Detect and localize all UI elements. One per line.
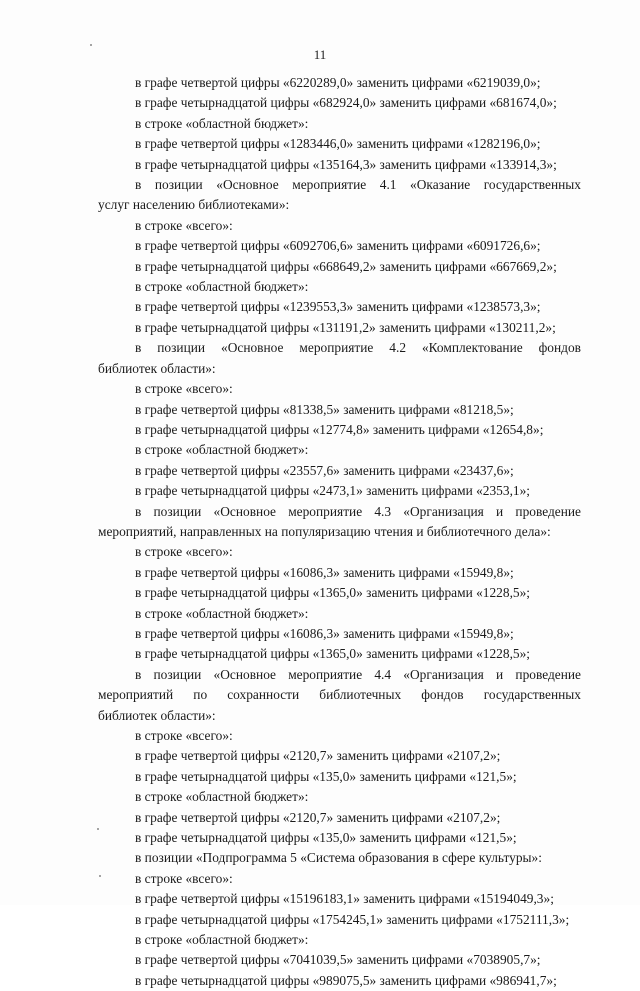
text-line: в графе четвертой цифры «81338,5» заменить цифрами «81218,5»; (135, 401, 514, 417)
page-number: 11 (313, 47, 327, 62)
text-line: в графе четырнадцатой цифры «682924,0» заменить цифрами «681674,0»; (135, 95, 557, 111)
text-line: в графе четырнадцатой цифры «135,0» заменить цифрами «121,5»; (135, 768, 517, 784)
text-line: в графе четвертой цифры «6220289,0» заменить цифрами «6219039,0»; (135, 75, 541, 90)
text-line: в графе четвертой цифры «1239553,3» заменить цифрами «1238573,3»; (135, 299, 541, 315)
text-line: в графе четвертой цифры «16086,3» заменить цифрами «15949,8»; (135, 564, 514, 580)
text-line: в графе четвертой цифры «15196183,1» заменить цифрами «15194049,3»; (135, 891, 554, 907)
text-line: в графе четырнадцатой цифры «668649,2» заменить цифрами «667669,2»; (135, 258, 557, 274)
text-line: в позиции «Основное мероприятие 4.4 «Организация и проведение (135, 666, 581, 682)
text-line: в графе четвертой цифры «6092706,6» заменить цифрами «6091726,6»; (135, 238, 541, 254)
text-line: в позиции «Основное мероприятие 4.3 «Организация и проведение (135, 503, 581, 519)
text-line: в строке «всего»: (135, 870, 233, 886)
scan-speck (97, 828, 99, 830)
text-line: мероприятий, направленных на популяризацию чтения и библиотечного дела»: (98, 523, 551, 539)
text-line: в графе четвертой цифры «23557,6» заменить цифрами «23437,6»; (135, 462, 514, 478)
scan-speck (99, 875, 101, 877)
text-line: в графе четвертой цифры «1283446,0» заменить цифрами «1282196,0»; (135, 136, 541, 152)
text-line: в графе четырнадцатой цифры «131191,2» заменить цифрами «130211,2»; (135, 319, 556, 335)
scan-speck (90, 44, 92, 46)
text-line: в строке «всего»: (135, 381, 233, 397)
text-line: в графе четырнадцатой цифры «1365,0» заменить цифрами «1228,5»; (135, 646, 531, 662)
text-line: в графе четырнадцатой цифры «1754245,1» заменить цифрами «1752111,3»; (135, 911, 570, 927)
document-body (98, 73, 581, 991)
text-line: в графе четвертой цифры «7041039,5» заменить цифрами «7038905,7»; (135, 952, 541, 968)
text-line: услуг населению библиотеками»: (98, 197, 290, 213)
text-line: в позиции «Основное мероприятие 4.1 «Оказание государственных (135, 177, 581, 193)
text-line: мероприятий по сохранности библиотечных фондов государственных (98, 687, 581, 703)
text-line: библиотек области»: (98, 707, 216, 723)
text-line: в графе четырнадцатой цифры «2473,1» заменить цифрами «2353,1»; (135, 483, 531, 499)
text-line: в строке «областной бюджет»: (135, 115, 309, 131)
text-line: в строке «областной бюджет»: (135, 605, 309, 621)
text-line: в строке «областной бюджет»: (135, 279, 309, 295)
text-line: в графе четырнадцатой цифры «135164,3» заменить цифрами «133914,3»; (135, 156, 557, 172)
text-line: в строке «всего»: (135, 728, 233, 743)
text-line: в строке «областной бюджет»: (135, 442, 309, 458)
text-line: в графе четырнадцатой цифры «12774,8» заменить цифрами «12654,8»; (135, 421, 544, 437)
text-line: в графе четвертой цифры «2120,7» заменить цифрами «2107,2»; (135, 748, 501, 764)
text-line: в графе четырнадцатой цифры «135,0» заменить цифрами «121,5»; (135, 830, 517, 846)
text-line: в строке «всего»: (135, 544, 233, 560)
text-line: библиотек области»: (98, 360, 216, 376)
text-line: в графе четырнадцатой цифры «1365,0» заменить цифрами «1228,5»; (135, 585, 531, 601)
text-line: в позиции «Основное мероприятие 4.2 «Комплектование фондов (135, 340, 581, 356)
text-line: в графе четырнадцатой цифры «989075,5» заменить цифрами «986941,7»; (135, 972, 557, 988)
text-line: в строке «областной бюджет»: (135, 932, 309, 948)
text-line: в графе четвертой цифры «16086,3» заменить цифрами «15949,8»; (135, 625, 514, 641)
text-line: в строке «всего»: (135, 217, 233, 233)
text-line: в позиции «Подпрограмма 5 «Система образования в сфере культуры»: (135, 850, 542, 866)
text-line: в графе четвертой цифры «2120,7» заменить цифрами «2107,2»; (135, 809, 501, 825)
text-line: в строке «областной бюджет»: (135, 789, 309, 805)
